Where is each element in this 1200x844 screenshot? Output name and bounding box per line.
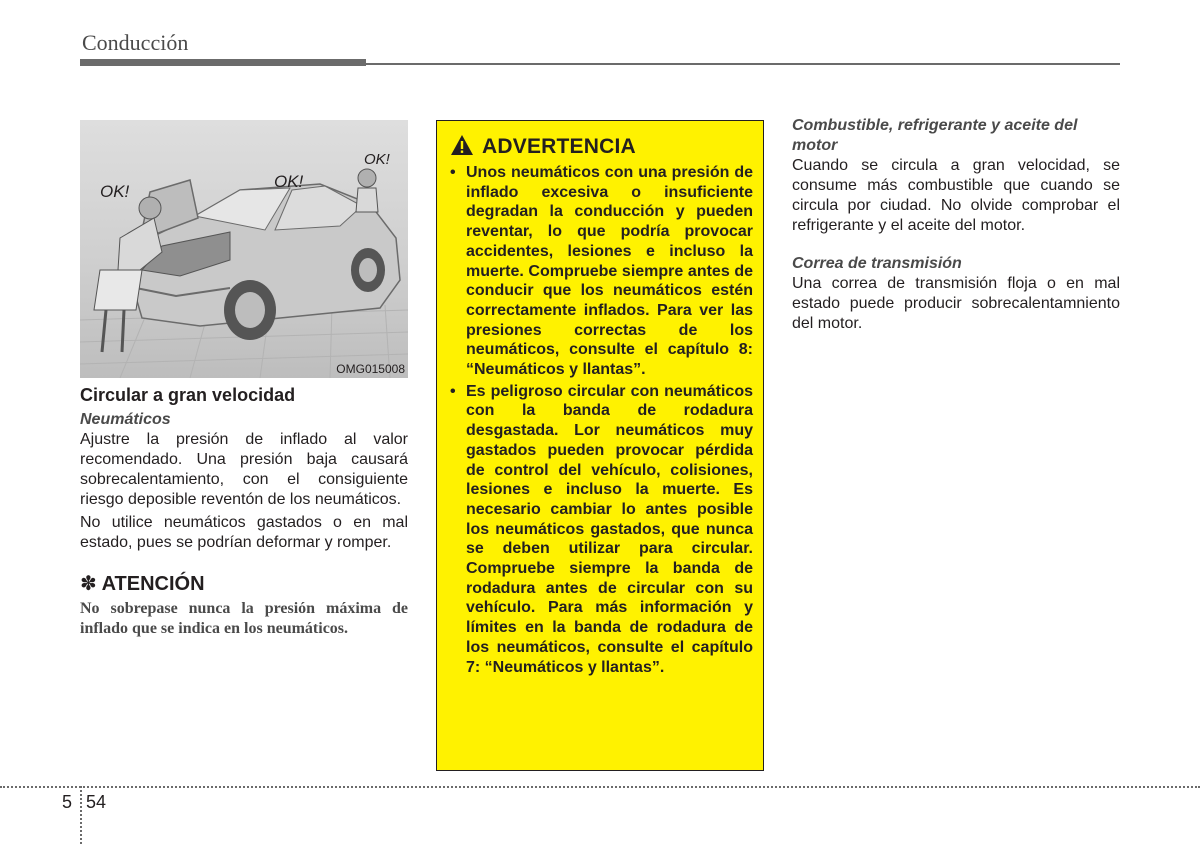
caution-text: No sobrepase nunca la presión máxima de inflado que se indica en los neumáticos.: [80, 600, 408, 637]
footer-dotted-rule: [0, 786, 1200, 788]
paragraph-inflation: Ajustre la presión de inflado al valor recomendado. Una presión baja causará sobrecalentamiento, con el consiguiente riesgo deposible reventón de los neumáticos.: [80, 431, 408, 508]
right-column: [792, 116, 1120, 334]
illustration-car-engine-check: [80, 120, 408, 378]
ok-callout-left: OK!: [100, 182, 130, 201]
header-rule-thick: [80, 59, 366, 66]
warning-triangle-icon: [450, 134, 474, 161]
warning-box: [436, 120, 764, 771]
car-illustration: [80, 120, 408, 378]
warning-list: [450, 163, 753, 677]
left-column: [80, 120, 408, 639]
subheading-combustible: Combustible, refrigerante y aceite del motor: [792, 117, 1078, 154]
warning-item-text: Unos neumáticos con una presión de inflado excesiva o insuficiente degradan la conducción y pueden reventar, lo que podría provocar accidentes, lesiones e incluso la muerte. Compruebe siempre antes de conducir que los neumáticos estén correctamente inflados. Para ver las presiones correctas de los neumáticos, consulte el capítulo 8: “Neumáticos y llantas”.: [466, 164, 753, 379]
warning-item-text: Es peligroso circular con neumáticos con la banda de rodadura desgastada. Lor neumáticos muy gastados pueden provocar pérdida de control del vehículo, colisiones, lesiones e incluso la muerte. Es necesario cambiar lo antes posible los neumáticos gastados, que nunca se deben utilizar para circular. Compruebe siempre la banda de rodadura antes de circular con su vehículo. Para más información y límites en la banda de rodadura de los neumáticos, consulte el capítulo 7: “Neumáticos y llantas”.: [466, 382, 753, 676]
caution-title: ✽ ATENCIÓN: [80, 573, 205, 595]
header-rule-thin: [366, 63, 1120, 65]
figure-code: OMG015008: [336, 362, 405, 376]
paragraph-correa: Una correa de transmisión floja o en mal estado puede producir sobrecalentamniento del motor.: [792, 275, 1120, 332]
section-heading: Circular a gran velocidad: [80, 385, 296, 405]
ok-callout-center: OK!: [274, 172, 304, 191]
warning-header: [450, 131, 753, 163]
page-number: 54: [86, 792, 107, 812]
paragraph-combustible: Cuando se circula a gran velocidad, se consume más combustible que cuando se circula por ciudad. No olvide comprobar el refrigerante y el aceite del motor.: [792, 157, 1120, 234]
bullet-icon: •: [450, 382, 456, 400]
paragraph-worn-tires: No utilice neumáticos gastados o en mal estado, pues se podrían deformar y romper.: [80, 514, 408, 551]
subheading-neumaticos: Neumáticos: [80, 411, 171, 428]
warning-item: [450, 163, 753, 380]
page-header-title: Conducción: [82, 30, 189, 55]
subheading-correa: Correa de transmisión: [792, 255, 962, 272]
bullet-icon: •: [450, 164, 456, 181]
chapter-number: 5: [62, 792, 73, 812]
footer-dotted-divider: [80, 786, 82, 844]
warning-item: [450, 382, 753, 678]
warning-title: ADVERTENCIA: [482, 135, 636, 158]
ok-callout-right: OK!: [364, 151, 390, 168]
